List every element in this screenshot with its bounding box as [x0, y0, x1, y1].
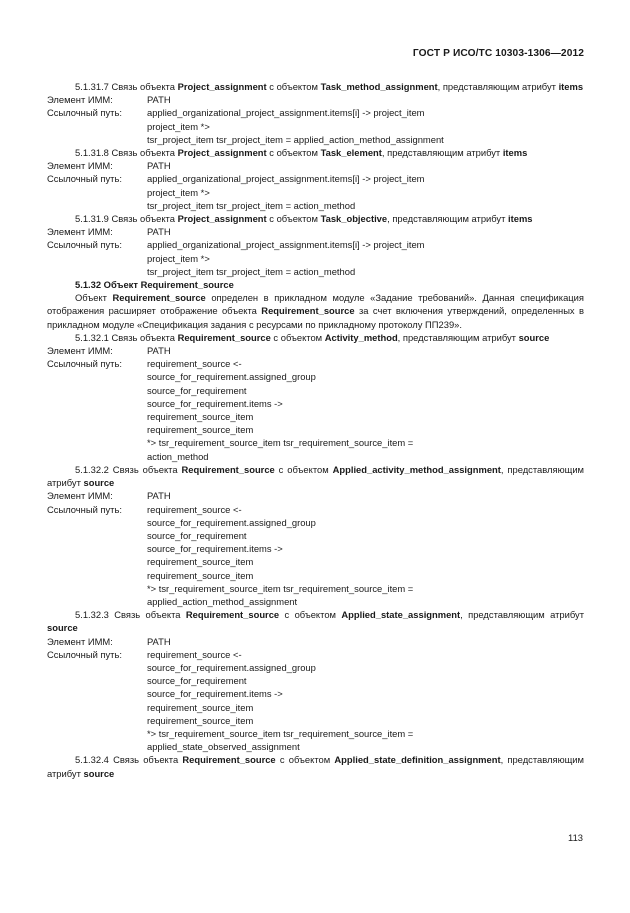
- path-line: requirement_source_item: [147, 569, 254, 581]
- clause-5-1-31-9: 5.1.31.9 Связь объекта Project_assignment с объектом Task_objective, представляющим атрибут items: [75, 213, 533, 225]
- path-line: applied_state_observed_assignment: [147, 741, 300, 753]
- page-number: 113: [568, 832, 583, 843]
- path-line: requirement_source_item: [147, 411, 254, 423]
- clause-5-1-32-2: 5.1.32.2 Связь объекта Requirement_source с объектом Applied_activity_method_assignment, представляющим атрибут source: [47, 463, 585, 489]
- section-heading-5-1-32: 5.1.32 Объект Requirement_source: [75, 279, 234, 291]
- path-line: requirement_source_item: [147, 424, 254, 436]
- path-line: source_for_requirement: [147, 675, 247, 687]
- path-line: requirement_source_item: [147, 556, 254, 568]
- path-line: tsr_project_item tsr_project_item = action_method: [147, 265, 356, 277]
- imm-element-row: Элемент ИММ: PATH: [47, 490, 171, 502]
- path-line: source_for_requirement: [147, 529, 247, 541]
- standard-header: ГОСТ Р ИСО/ТС 10303-1306—2012: [412, 48, 584, 59]
- path-line: project_item *>: [147, 120, 210, 132]
- path-line: *> tsr_requirement_source_item tsr_requirement_source_item =: [147, 437, 414, 449]
- path-line: *> tsr_requirement_source_item tsr_requirement_source_item =: [147, 582, 414, 594]
- path-line: source_for_requirement.items ->: [147, 397, 283, 409]
- clause-5-1-32-3: 5.1.32.3 Связь объекта Requirement_source с объектом Applied_state_assignment, представляющим атрибут source: [47, 609, 585, 634]
- reference-path-row: Ссылочный путь: applied_organizational_project_assignment.items[i] -> project_item: [47, 107, 425, 119]
- clause-5-1-32-4: 5.1.32.4 Связь объекта Requirement_source с объектом Applied_state_definition_assignment, представляющим атрибут source: [47, 754, 584, 779]
- imm-element-row: Элемент ИММ: PATH: [47, 94, 171, 106]
- reference-path-row: Ссылочный путь: requirement_source <-: [47, 358, 242, 370]
- path-line: *> tsr_requirement_source_item tsr_requirement_source_item =: [147, 727, 414, 739]
- imm-element-row: Элемент ИММ: PATH: [47, 160, 171, 172]
- path-line: source_for_requirement.items ->: [147, 688, 283, 700]
- path-line: source_for_requirement.assigned_group: [147, 371, 316, 383]
- path-line: source_for_requirement.items ->: [147, 543, 283, 555]
- reference-path-row: Ссылочный путь: applied_organizational_project_assignment.items[i] -> project_item: [47, 173, 425, 185]
- imm-element-row: Элемент ИММ: PATH: [47, 226, 171, 238]
- reference-path-row: Ссылочный путь: requirement_source <-: [47, 503, 242, 515]
- imm-element-row: Элемент ИММ: PATH: [47, 345, 171, 357]
- path-line: tsr_project_item tsr_project_item = applied_action_method_assignment: [147, 133, 444, 145]
- path-line: action_method: [147, 450, 209, 462]
- document-body: [47, 80, 584, 780]
- clause-5-1-31-7: 5.1.31.7 Связь объекта Project_assignment с объектом Task_method_assignment, представляющим атрибут items: [75, 81, 584, 92]
- reference-path-row: Ссылочный путь: applied_organizational_project_assignment.items[i] -> project_item: [47, 239, 425, 251]
- path-line: project_item *>: [147, 252, 210, 264]
- path-line: source_for_requirement.assigned_group: [147, 516, 316, 528]
- path-line: source_for_requirement: [147, 384, 247, 396]
- path-line: applied_action_method_assignment: [147, 595, 298, 607]
- imm-element-row: Элемент ИММ: PATH: [47, 635, 171, 647]
- path-line: requirement_source_item: [147, 714, 254, 726]
- path-line: requirement_source_item: [147, 701, 254, 713]
- clause-5-1-31-8: 5.1.31.8 Связь объекта Project_assignment с объектом Task_element, представляющим атрибут items: [75, 147, 528, 159]
- path-line: project_item *>: [147, 186, 210, 198]
- path-line: source_for_requirement.assigned_group: [147, 661, 316, 673]
- section-paragraph: Объект Requirement_source определен в прикладном модуле «Задание требований». Данная спецификация отображения расширяет отображение объекта Requirement_source за счет включения утверждений, определенных в прикладном модуле «Спецификация задания с ресурсами по прикладному протоколу ПП239».: [47, 292, 584, 330]
- reference-path-row: Ссылочный путь: requirement_source <-: [47, 648, 242, 660]
- path-line: tsr_project_item tsr_project_item = action_method: [147, 199, 356, 211]
- clause-5-1-32-1: 5.1.32.1 Связь объекта Requirement_source с объектом Activity_method, представляющим атрибут source: [75, 331, 550, 343]
